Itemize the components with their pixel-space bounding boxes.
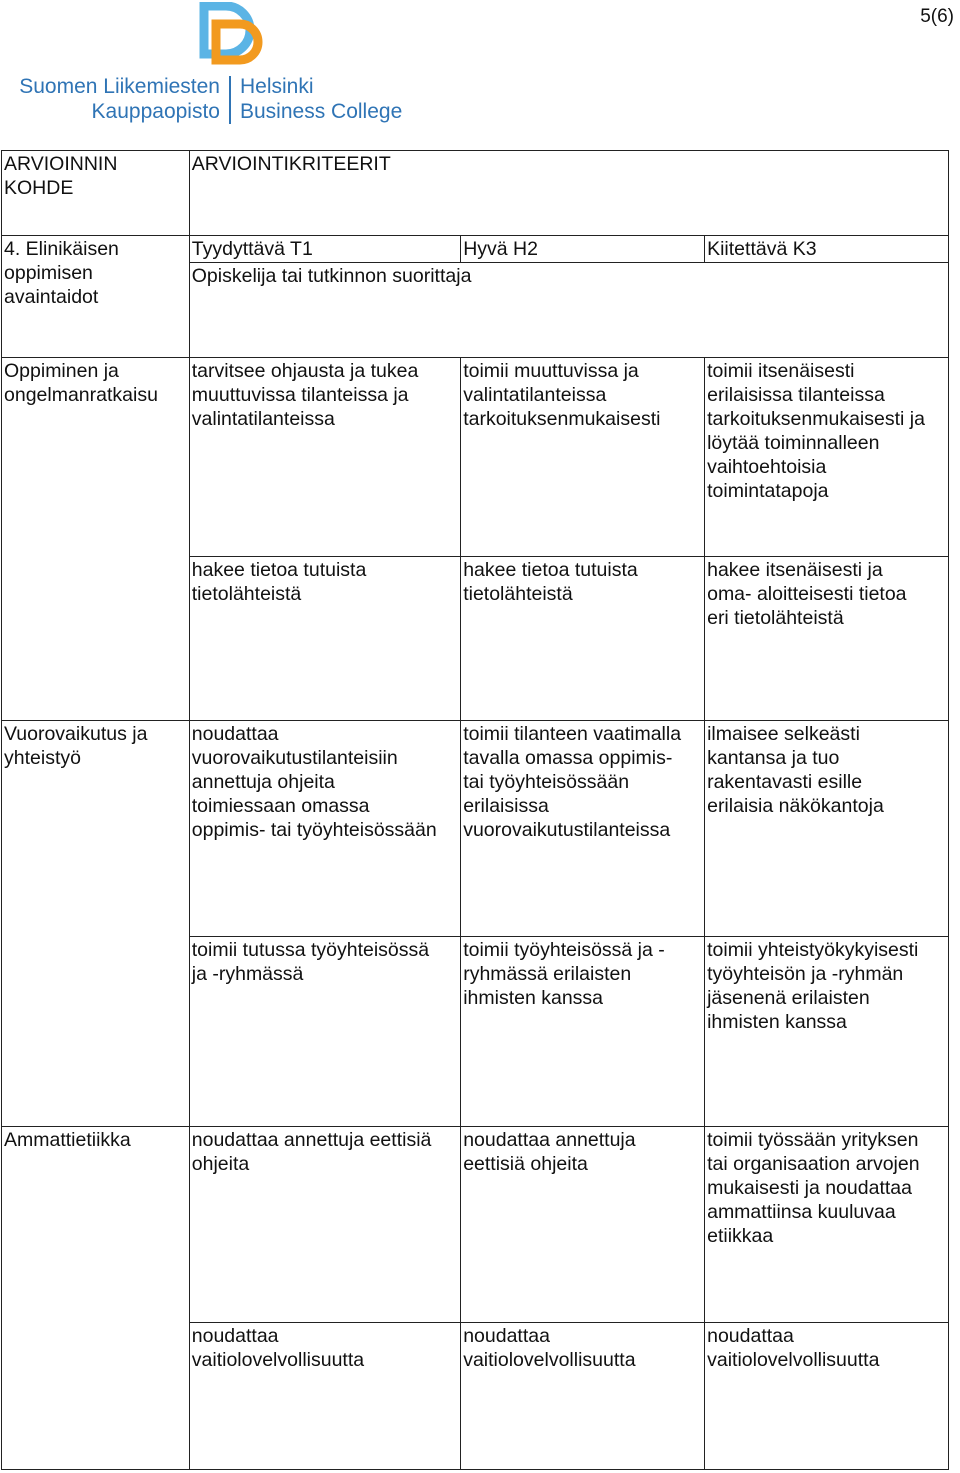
criteria-text: vaitiolovelvollisuutta <box>707 1349 880 1371</box>
criteria-k3-cell <box>705 937 949 1127</box>
criteria-h2-cell <box>461 1127 705 1323</box>
criteria-text: ilmaisee selkeästi <box>707 723 860 745</box>
criteria-text: löytää toiminnalleen <box>707 432 880 454</box>
criteria-text: muuttuvissa tilanteissa ja <box>191 384 409 406</box>
criteria-text: erilaisissa tilanteissa <box>707 384 885 406</box>
criteria-text: eri tietolähteistä <box>707 607 844 629</box>
criteria-text: kantansa ja tuo <box>707 747 840 769</box>
criteria-text: valintatilanteissa <box>463 384 607 406</box>
criteria-h2-cell <box>461 358 705 557</box>
criteria-t1-cell <box>189 1323 460 1470</box>
criteria-text: tarkoituksenmukaisesti <box>463 408 661 430</box>
criteria-text: hakee itsenäisesti ja <box>707 559 883 581</box>
criteria-k3-cell <box>705 721 949 937</box>
logo-text-line2-right: Business College <box>240 100 403 123</box>
criteria-text: vaitiolovelvollisuutta <box>463 1349 636 1371</box>
criteria-text: toimii työssään yrityksen <box>707 1129 919 1151</box>
category-text: oppimisen <box>4 262 93 284</box>
criteria-text: rakentavasti esille <box>707 771 863 793</box>
criteria-text: valintatilanteissa <box>191 408 335 430</box>
level-t1-header <box>189 236 460 263</box>
level-h2-header <box>461 236 705 263</box>
criteria-text: noudattaa <box>463 1325 550 1347</box>
criteria-text: jäsenenä erilaisten <box>707 987 870 1009</box>
criteria-text: ja -ryhmässä <box>191 963 304 985</box>
criteria-k3-cell <box>705 557 949 721</box>
header-text: ARVIOINTIKRITEERIT <box>191 153 391 175</box>
criteria-text: eettisiä ohjeita <box>463 1153 588 1175</box>
criteria-text: erilaisissa <box>463 795 549 817</box>
criteria-text: noudattaa annettuja eettisiä <box>191 1129 432 1151</box>
logo-text-line1-left: Suomen Liikemiesten <box>19 75 220 98</box>
section-name-text: Oppiminen ja <box>4 360 119 382</box>
criteria-t1-cell <box>189 721 460 937</box>
logo-text-line2-left: Kauppaopisto <box>91 100 220 123</box>
criteria-text: annettuja ohjeita <box>191 771 335 793</box>
criteria-text: noudattaa <box>191 1325 279 1347</box>
criteria-text: tarkoituksenmukaisesti ja <box>707 408 925 430</box>
criteria-text: vaitiolovelvollisuutta <box>191 1349 365 1371</box>
table-row <box>2 358 949 557</box>
criteria-k3-cell <box>705 1323 949 1470</box>
criteria-k3-cell <box>705 358 949 557</box>
section-name-cell <box>2 1127 190 1470</box>
criteria-h2-cell <box>461 721 705 937</box>
criteria-text: ihmisten kanssa <box>463 987 604 1009</box>
level-label: Tyydyttävä T1 <box>191 238 313 260</box>
criteria-text: tietolähteistä <box>463 583 573 605</box>
criteria-text: vuorovaikutustilanteisiin <box>191 747 398 769</box>
criteria-text: toimii muuttuvissa ja <box>463 360 639 382</box>
criteria-text: tietolähteistä <box>191 583 302 605</box>
criteria-t1-cell <box>189 358 460 557</box>
criteria-text: ammattiinsa kuuluvaa <box>707 1201 896 1223</box>
criteria-k3-cell <box>705 1127 949 1323</box>
criteria-h2-cell <box>461 1323 705 1470</box>
criteria-text: työyhteisön ja -ryhmän <box>707 963 904 985</box>
criteria-text: etiikkaa <box>707 1225 774 1247</box>
criteria-text: tarvitsee ohjausta ja tukea <box>191 360 419 382</box>
section-name-text: yhteistyö <box>4 747 81 769</box>
assessment-criteria-header <box>189 151 948 236</box>
criteria-t1-cell <box>189 1127 460 1323</box>
criteria-text: toimii itsenäisesti <box>707 360 855 382</box>
section-name-text: Ammattietiikka <box>4 1129 131 1151</box>
assessment-target-header <box>2 151 190 236</box>
criteria-text: ryhmässä erilaisten <box>463 963 632 985</box>
page-number: 5(6) <box>920 6 954 27</box>
criteria-text: tai organisaation arvojen <box>707 1153 920 1175</box>
logo-text-line1-right: Helsinki <box>240 75 314 98</box>
criteria-text: tavalla omassa oppimis- <box>463 747 673 769</box>
criteria-text: noudattaa <box>707 1325 794 1347</box>
subject-text: Opiskelija tai tutkinnon suorittaja <box>191 265 472 287</box>
school-logo <box>0 0 420 135</box>
criteria-text: hakee tietoa tutuista <box>463 559 638 581</box>
level-label: Kiitettävä K3 <box>707 238 817 260</box>
criteria-text: toimiessaan omassa <box>191 795 370 817</box>
criteria-text: noudattaa annettuja <box>463 1129 636 1151</box>
section-name-text: ongelmanratkaisu <box>4 384 158 406</box>
category-cell <box>2 236 190 358</box>
category-text: avaintaidot <box>4 286 99 308</box>
criteria-text: ohjeita <box>191 1153 250 1175</box>
logo-divider <box>229 76 231 124</box>
criteria-text: erilaisia näkökantoja <box>707 795 884 817</box>
section-name-cell <box>2 358 190 721</box>
level-k3-header <box>705 236 949 263</box>
criteria-text: toimii tilanteen vaatimalla <box>463 723 682 745</box>
table-row <box>2 721 949 937</box>
level-label: Hyvä H2 <box>463 238 538 260</box>
criteria-text: tai työyhteisössään <box>463 771 630 793</box>
criteria-h2-cell <box>461 557 705 721</box>
criteria-text: oma- aloitteisesti tietoa <box>707 583 907 605</box>
criteria-text: mukaisesti ja noudattaa <box>707 1177 912 1199</box>
table-row <box>2 1127 949 1323</box>
criteria-text: toimintatapoja <box>707 480 829 502</box>
criteria-text: toimii tutussa työyhteisössä <box>191 939 430 961</box>
criteria-text: vuorovaikutustilanteissa <box>463 819 671 841</box>
levels-row <box>2 236 949 263</box>
header-text: KOHDE <box>4 177 74 199</box>
criteria-text: noudattaa <box>191 723 279 745</box>
logo-mark-icon <box>196 2 268 66</box>
criteria-text: vaihtoehtoisia <box>707 456 827 478</box>
category-text: 4. Elinikäisen <box>4 238 119 260</box>
criteria-t1-cell <box>189 937 460 1127</box>
criteria-text: hakee tietoa tutuista <box>191 559 367 581</box>
criteria-text: toimii työyhteisössä ja - <box>463 939 665 961</box>
criteria-t1-cell <box>189 557 460 721</box>
assessment-criteria-table <box>1 150 949 1470</box>
subject-cell <box>189 263 948 358</box>
criteria-text: ihmisten kanssa <box>707 1011 847 1033</box>
criteria-text: toimii yhteistyökykyisesti <box>707 939 919 961</box>
header-text: ARVIOINNIN <box>4 153 118 175</box>
section-name-text: Vuorovaikutus ja <box>4 723 148 745</box>
criteria-text: oppimis- tai työyhteisössään <box>191 819 437 841</box>
table-header-row <box>2 151 949 236</box>
section-name-cell <box>2 721 190 1127</box>
criteria-h2-cell <box>461 937 705 1127</box>
